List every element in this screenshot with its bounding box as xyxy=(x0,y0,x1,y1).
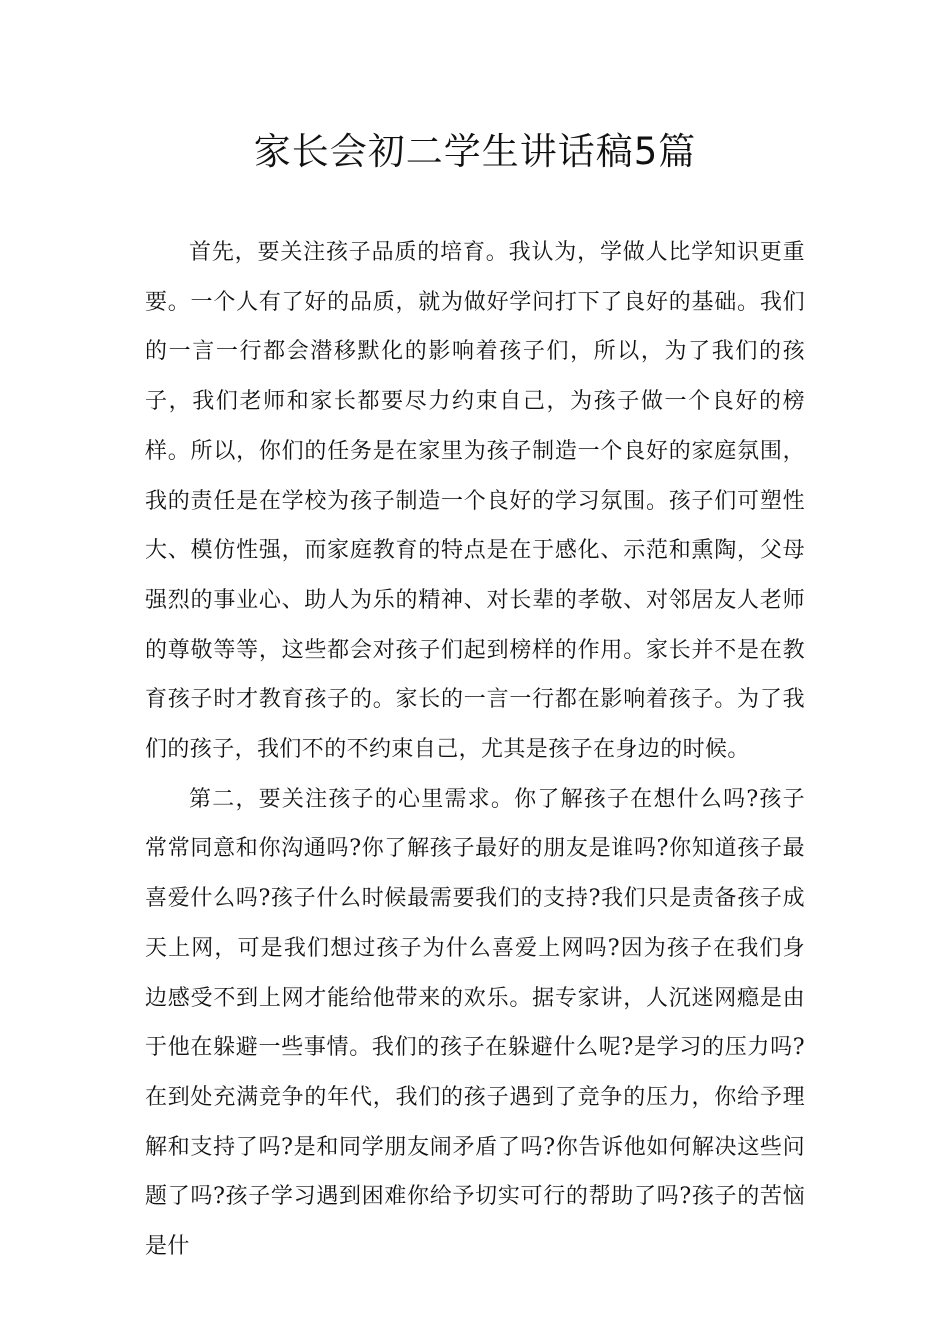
paragraph-2: 第二，要关注孩子的心里需求。你了解孩子在想什么吗?孩子常常同意和你沟通吗?你了解孩子最好的朋友是谁吗?你知道孩子最喜爱什么吗?孩子什么时候最需要我们的支持?我们只是责备孩子成天上网，可是我们想过孩子为什么喜爱上网吗?因为孩子在我们身边感受不到上网才能给他带来的欢乐。据专家讲，人沉迷网瘾是由于他在躲避一些事情。我们的孩子在躲避什么呢?是学习的压力吗?在到处充满竞争的年代，我们的孩子遇到了竞争的压力，你给予理解和支持了吗?是和同学朋友闹矛盾了吗?你告诉他如何解决这些问题了吗?孩子学习遇到困难你给予切实可行的帮助了吗?孩子的苦恼是什 xyxy=(145,786,805,1260)
page-title: 家长会初二学生讲话稿5篇 xyxy=(253,130,697,173)
paragraph-1: 首先，要关注孩子品质的培育。我认为，学做人比学知识更重要。一个人有了好的品质，就为做好学问打下了良好的基础。我们的一言一行都会潜移默化的影响着孩子们，所以，为了我们的孩子，我们老师和家长都要尽力约束自己，为孩子做一个良好的榜样。所以，你们的任务是在家里为孩子制造一个良好的家庭氛围，我的责任是在学校为孩子制造一个良好的学习氛围。孩子们可塑性大、模仿性强，而家庭教育的特点是在于感化、示范和熏陶，父母强烈的事业心、助人为乐的精神、对长辈的孝敬、对邻居友人老师的尊敬等等，这些都会对孩子们起到榜样的作用。家长并不是在教育孩子时才教育孩子的。家长的一言一行都在影响着孩子。为了我们的孩子，我们不的不约束自己，尤其是孩子在身边的时候。 xyxy=(145,240,805,763)
document-body xyxy=(145,228,805,1272)
